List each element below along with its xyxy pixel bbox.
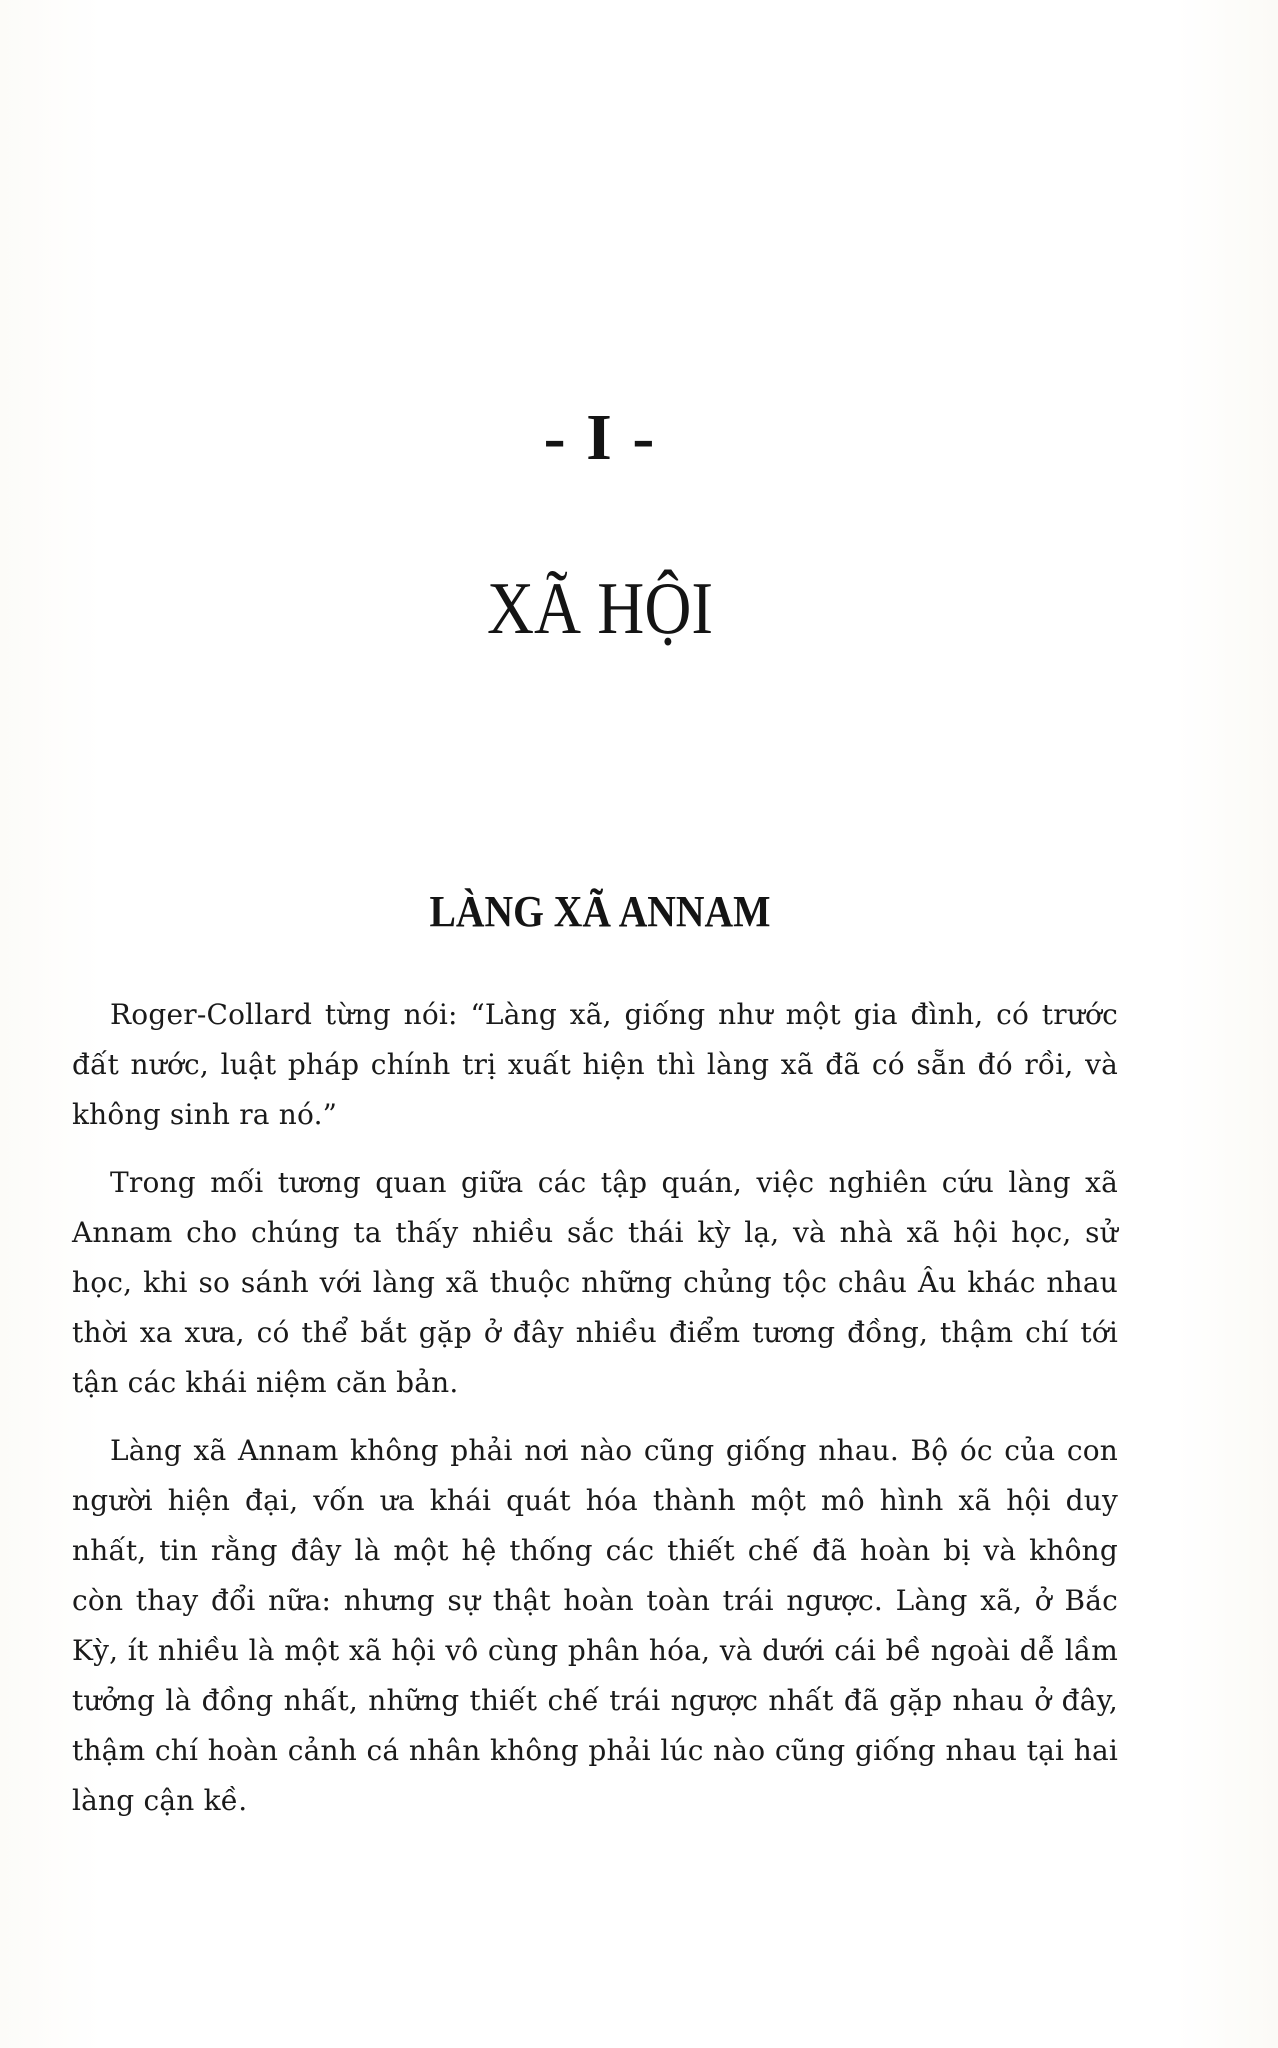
chapter-title: LÀNG XÃ ANNAM [429,887,771,936]
paragraph-3: Làng xã Annam không phải nơi nào cũng giống nhau. Bộ óc của con người hiện đại, vốn ưa khái quát hóa thành một mô hình xã hội duy nhất, tin rằng đây là một hệ thống các thiết chế đã hoàn bị và không còn thay đổi nữa: nhưng sự thật hoàn toàn trái ngược. Làng xã, ở Bắc Kỳ, ít nhiều là một xã hội vô cùng phân hóa, và dưới cái bề ngoài dễ lầm tưởng là đồng nhất, những thiết chế trái ngược nhất đã gặp nhau ở đây, thậm chí hoàn cảnh cá nhân không phải lúc nào cũng giống nhau tại hai làng cận kề. [72,1434,1118,1817]
paragraph-1: Roger-Collard từng nói: “Làng xã, giống như một gia đình, có trước đất nước, luật pháp chính trị xuất hiện thì làng xã đã có sẵn đó rồi, và không sinh ra nó.” [72,998,1118,1131]
body-text [72,990,1118,1844]
paragraph-2: Trong mối tương quan giữa các tập quán, việc nghiên cứu làng xã Annam cho chúng ta thấy nhiều sắc thái kỳ lạ, và nhà xã hội học, sử học, khi so sánh với làng xã thuộc những chủng tộc châu Âu khác nhau thời xa xưa, có thể bắt gặp ở đây nhiều điểm tương đồng, thậm chí tới tận các khái niệm căn bản. [72,1166,1118,1399]
part-number: - I - [543,401,657,474]
part-title: XÃ HỘI [486,568,714,650]
